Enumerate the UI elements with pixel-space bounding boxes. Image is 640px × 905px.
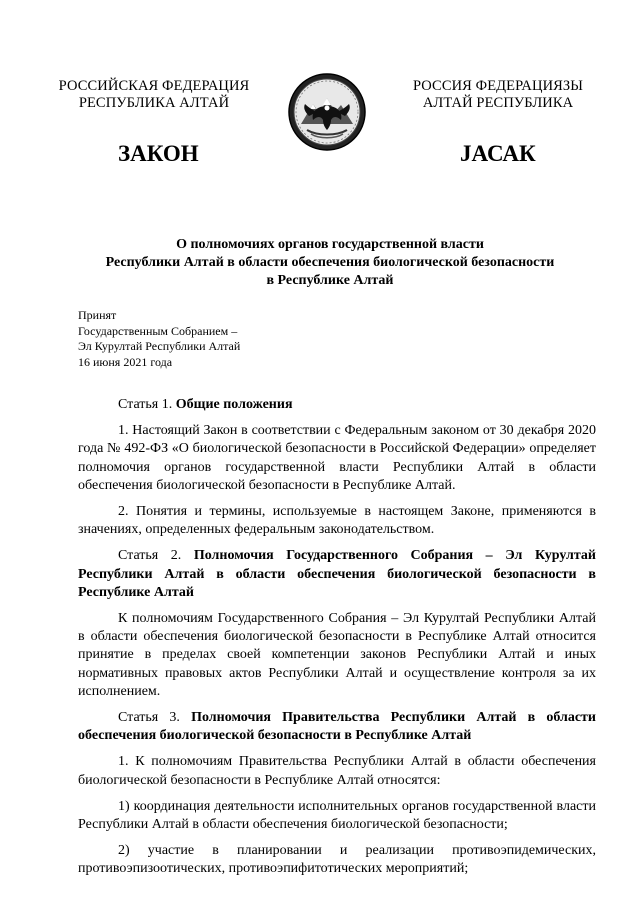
law-body	[78, 396, 596, 879]
article-1-paragraph-1: 1. Настоящий Закон в соответствии с Федеральным законом от 30 декабря 2020 года № 492-ФЗ «О биологической безопасности в Российской Федерации» определяет полномочия органов государственной власти Республики Алтай в области обеспечения биологической безопасности в Республике Алтай.	[78, 423, 596, 493]
coat-of-arms-altai-icon	[287, 72, 367, 152]
article-3-title: Полномочия Правительства Республики Алтай в области обеспечения биологической безопасности в Республике Алтай	[78, 710, 596, 744]
article-1-paragraph-2: 2. Понятия и термины, используемые в настоящем Законе, применяются в значениях, определенных федеральным законодательством.	[78, 504, 596, 538]
adoption-line2: Государственным Собранием –	[78, 323, 238, 338]
adoption-line3: Эл Курултай Республики Алтай	[78, 339, 241, 353]
law-title-line3: в Республике Алтай	[266, 273, 394, 288]
article-1-heading	[78, 396, 596, 414]
article-3-heading	[78, 709, 596, 745]
article-3-paragraph-1: 1. К полномочиям Правительства Республики Алтай в области обеспечения биологической безопасности в Республике Алтай относятся:	[78, 754, 596, 788]
header-left-line2: РЕСПУБЛИКА АЛТАЙ	[78, 95, 230, 111]
header-right	[398, 78, 598, 112]
article-1-title: Общие положения	[175, 397, 293, 412]
article-2-title: Полномочия Государственного Собрания – Эл Курултай Республики Алтай в области обеспечения биологической безопасности в Республике Алтай	[78, 548, 596, 600]
article-2-heading	[78, 547, 596, 602]
article-1-label: Статья 1.	[118, 397, 176, 412]
doc-type-title-ru: ЗАКОН	[118, 141, 199, 166]
article-2-label: Статья 2.	[118, 548, 194, 564]
law-title-line1: О полномочиях органов государственной власти	[176, 237, 484, 252]
adoption-date: 16 июня 2021 года	[78, 354, 173, 369]
header-right-line2: АЛТАЙ РЕСПУБЛИКА	[422, 95, 574, 111]
law-title-line2: Республики Алтай в области обеспечения биологической безопасности	[105, 255, 555, 270]
doc-type-title-alt: JАСАК	[460, 141, 536, 166]
law-title	[70, 236, 590, 290]
header-right-line1: РОССИЯ ФЕДЕРАЦИЯЗЫ	[412, 78, 584, 94]
adoption-line1: Принят	[78, 308, 117, 322]
header-left-line1: РОССИЙСКАЯ ФЕДЕРАЦИЯ	[58, 78, 250, 94]
article-3-item-1: 1) координация деятельности исполнительных органов государственной власти Республики Алтай в области обеспечения биологической безопасности;	[78, 798, 596, 833]
article-3-label: Статья 3.	[118, 710, 192, 726]
article-2-paragraph-1: К полномочиям Государственного Собрания – Эл Курултай Республики Алтай в области обеспечения биологической безопасности в Республике Алтай относится принятие в пределах своей компетенции законов Республики Алтай и иных нормативных правовых актов Республики Алтай и осуществление контроля за их исполнением.	[78, 611, 596, 699]
adoption-info	[78, 308, 240, 370]
article-3-item-2: 2) участие в планировании и реализации противоэпидемических, противоэпизоотических, противоэпифитотических мероприятий;	[78, 843, 596, 877]
header-left	[54, 78, 254, 112]
